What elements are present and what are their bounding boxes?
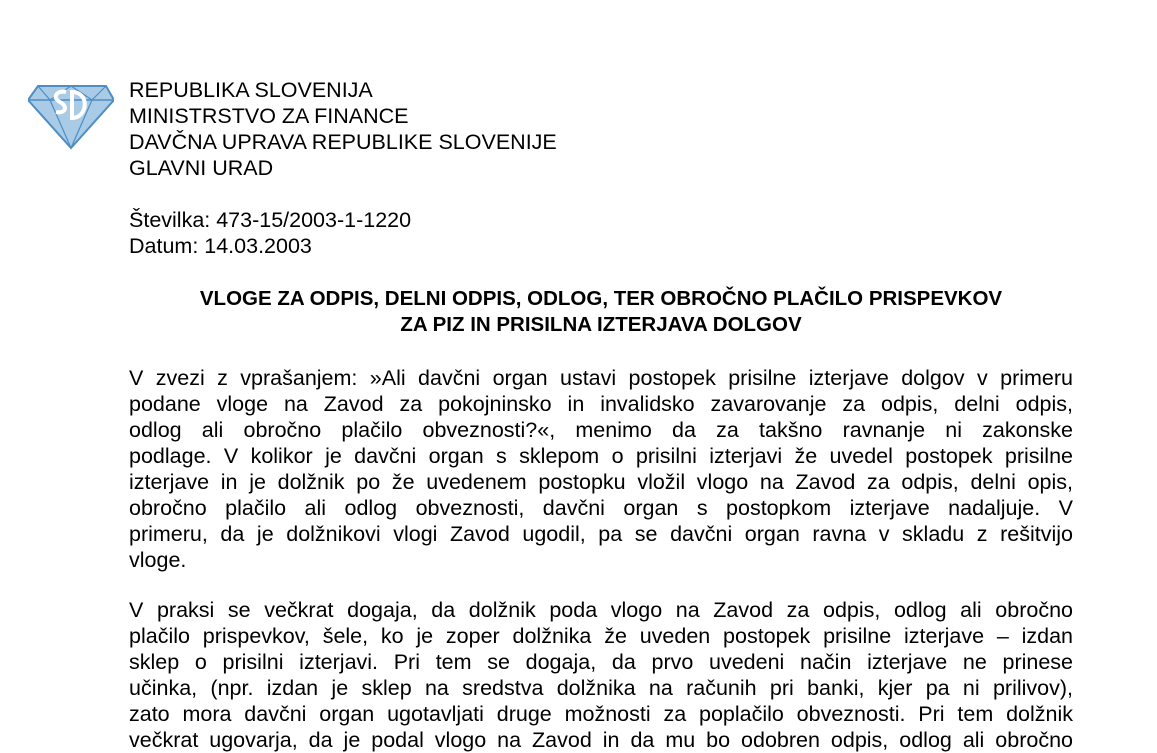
header-line-tax-administration: DAVČNA UPRAVA REPUBLIKE SLOVENIJE bbox=[129, 130, 557, 154]
paragraph-line: V praksi se večkrat dogaja, da dolžnik poda vlogo na Zavod za odpis, odlog ali obročno bbox=[129, 598, 1073, 622]
paragraph-line: sklep o prisilni izterjavi. Pri tem se dogaja, da prvo uvedeni način izterjave ne prinese bbox=[129, 650, 1073, 674]
paragraph-2 bbox=[129, 597, 1073, 753]
title-line-2: ZA PIZ IN PRISILNA IZTERJAVA DOLGOV bbox=[400, 313, 802, 336]
paragraph-1 bbox=[129, 365, 1073, 573]
title-line-1: VLOGE ZA ODPIS, DELNI ODPIS, ODLOG, TER OBROČNO PLAČILO PRISPEVKOV bbox=[199, 287, 1003, 310]
paragraph-line: učinka, (npr. izdan je sklep na sredstva dolžnika na računih pri banki, kjer pa ni prilivov), bbox=[129, 676, 1073, 700]
institution-header bbox=[129, 77, 557, 181]
document-title bbox=[129, 286, 1073, 338]
document-references bbox=[129, 207, 411, 259]
paragraph-line: podlage. V kolikor je davčni organ s sklepom o prisilni izterjavi že uvedel postopek prisilne bbox=[129, 444, 1073, 468]
paragraph-line: zato mora davčni organ ugotavljati druge možnosti za poplačilo obveznosti. Pri tem dolžnik bbox=[129, 702, 1073, 726]
paragraph-line: primeru, da je dolžnikovi vlogi Zavod ugodil, pa se davčni organ ravna v skladu z rešitvijo bbox=[129, 522, 1073, 546]
paragraph-line: V zvezi z vprašanjem: »Ali davčni organ ustavi postopek prisilne izterjave dolgov v primeru bbox=[129, 366, 1073, 390]
paragraph-line: vloge. bbox=[129, 548, 187, 572]
header-line-republic: REPUBLIKA SLOVENIJA bbox=[129, 78, 373, 102]
paragraph-line: podane vloge na Zavod za pokojninsko in invalidsko zavarovanje za odpis, delni odpis, bbox=[129, 392, 1073, 416]
header-line-main-office: GLAVNI URAD bbox=[129, 156, 274, 180]
document-date: Datum: 14.03.2003 bbox=[129, 234, 312, 258]
paragraph-line: odlog ali obročno plačilo obveznosti?«, menimo da za takšno ravnanje ni zakonske bbox=[129, 418, 1073, 442]
paragraph-line: izterjave in je dolžnik po že uvedenem postopku vložil vlogo na Zavod za odpis, delni opis, bbox=[129, 470, 1073, 494]
durs-logo-icon bbox=[28, 78, 114, 150]
document-number: Številka: 473-15/2003-1-1220 bbox=[129, 208, 412, 232]
header-line-ministry: MINISTRSTVO ZA FINANCE bbox=[129, 104, 409, 128]
paragraph-line: obročno plačilo ali odlog obveznosti, davčni organ s postopkom izterjave nadaljuje. V bbox=[129, 496, 1073, 520]
paragraph-line: plačilo prispevkov, šele, ko je zoper dolžnika že uveden postopek prisilne izterjave – izdan bbox=[129, 624, 1073, 648]
paragraph-line: večkrat ugovarja, da je podal vlogo na Zavod in da mu bo odobren odpis, odlog ali obročno bbox=[129, 728, 1073, 752]
